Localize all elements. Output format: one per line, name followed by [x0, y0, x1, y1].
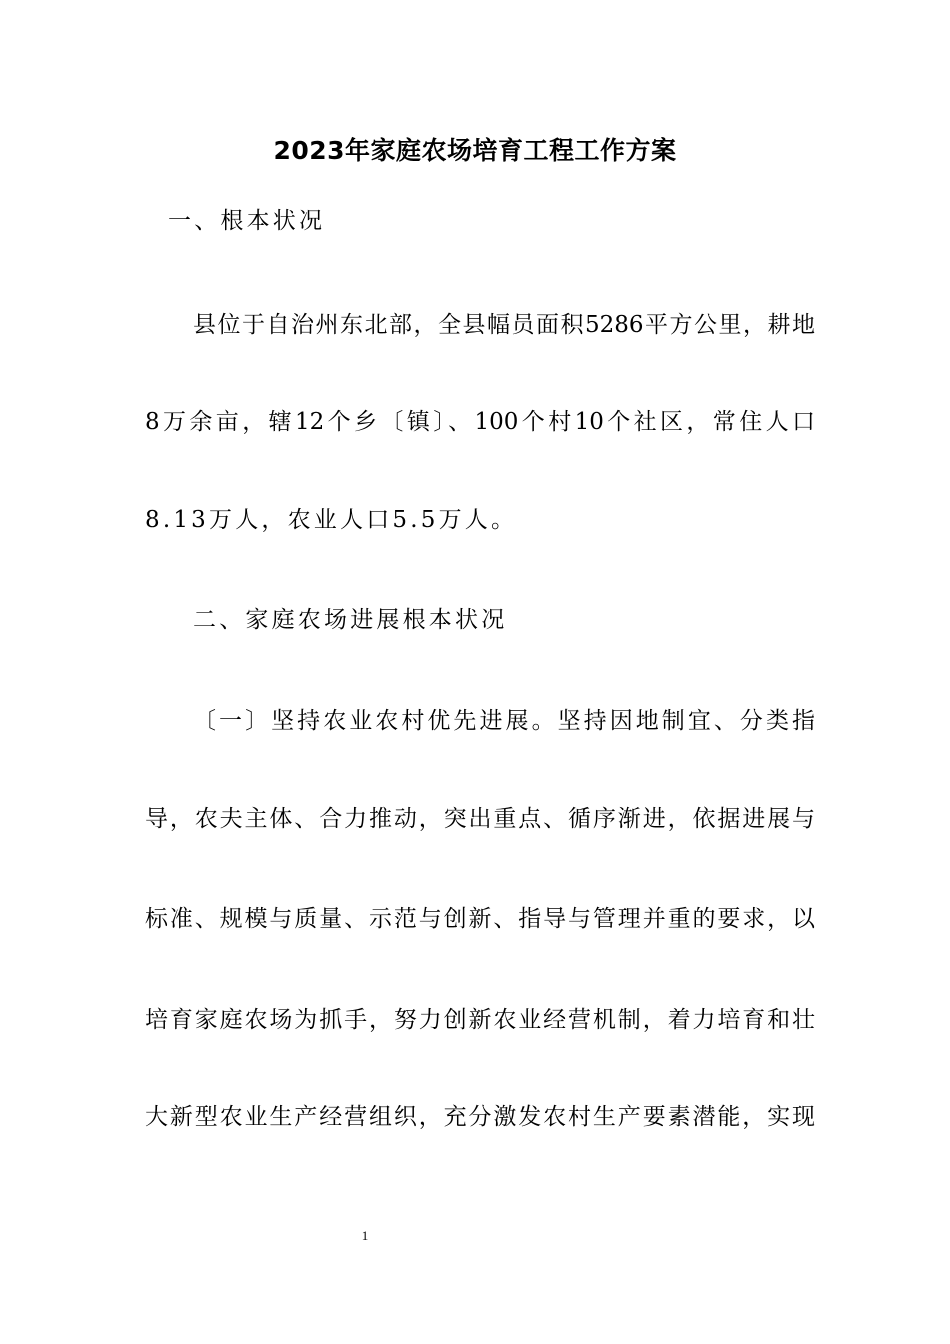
paragraph-line: 县位于自治州东北部，全县幅员面积5286平方公里，耕地: [193, 312, 815, 338]
paragraph-line: 〔一〕坚持农业农村优先进展。坚持因地制宜、分类指: [193, 708, 815, 734]
paragraph-line: 大新型农业生产经营组织，充分激发农村生产要素潜能，实现: [145, 1104, 815, 1130]
section-heading-2: 二、家庭农场进展根本状况: [193, 607, 508, 633]
page-number: 1: [361, 1228, 369, 1243]
paragraph-line: 培育家庭农场为抓手，努力创新农业经营机制，着力培育和壮: [145, 1007, 815, 1033]
paragraph-line: 导，农夫主体、合力推动，突出重点、循序渐进，依据进展与: [145, 806, 815, 832]
paragraph-line: 标准、规模与质量、示范与创新、指导与管理并重的要求，以: [145, 906, 815, 932]
section-heading-1: 一、根本状况: [168, 208, 326, 234]
paragraph-line: 8.13万人，农业人口5.5万人。: [145, 507, 518, 533]
document-title: 2023年家庭农场培育工程工作方案: [273, 136, 677, 165]
paragraph-line: 8万余亩，辖12个乡〔镇〕、100个村10个社区，常住人口: [145, 409, 815, 435]
